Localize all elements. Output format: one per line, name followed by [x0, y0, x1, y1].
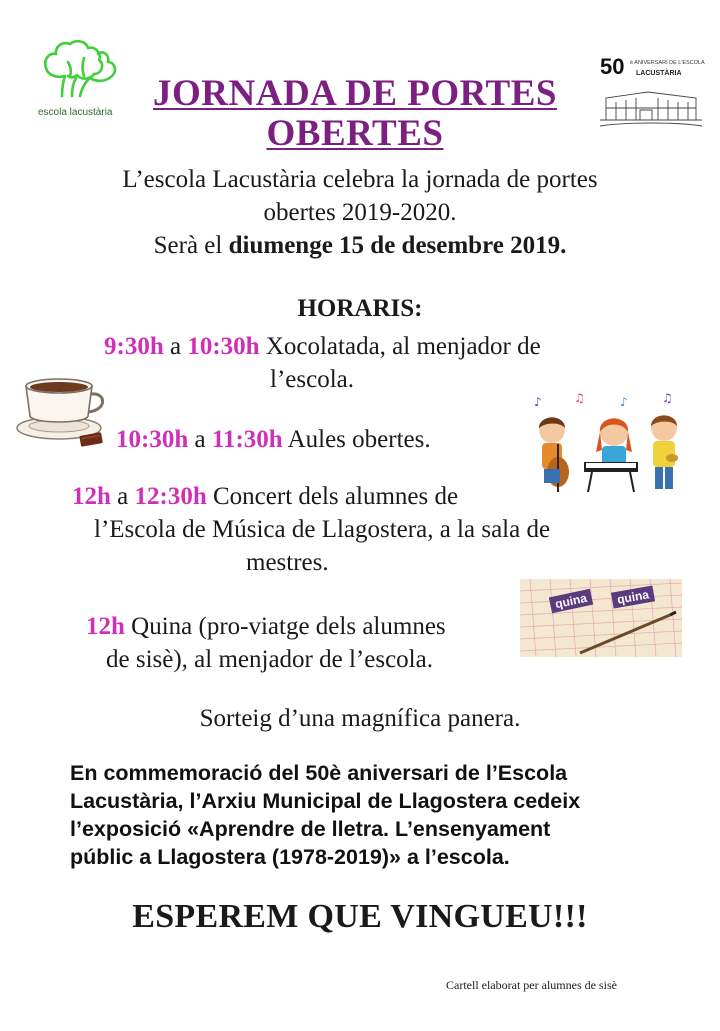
- coffee-cup-icon: [14, 372, 114, 452]
- intro-date-bold: diumenge 15 de desembre 2019.: [228, 232, 567, 259]
- anniversary-line2: LACUSTÀRIA: [636, 70, 682, 77]
- credit-text: Cartell elaborat per alumnes de sisè: [446, 978, 617, 992]
- intro-date-prefix: Serà el: [153, 232, 229, 259]
- title-line-1: [130, 74, 580, 114]
- school-logo: [32, 38, 124, 120]
- closing-text: ESPEREM QUE VINGUEU!!!: [132, 898, 588, 935]
- item3-desc2: l’Escola de Música de Llagostera, a la sala de: [94, 516, 551, 543]
- title-word-de: DE: [345, 73, 398, 114]
- item3-end: 12:30h: [134, 483, 207, 510]
- item1-desc2: l’escola.: [270, 366, 354, 393]
- title-word-obertes: OBERTES: [266, 113, 444, 154]
- schedule-item-3: [72, 480, 652, 579]
- school-logo-label: escola lacustària: [38, 107, 113, 118]
- raffle-text: Sorteig d’una magnífica panera.: [199, 705, 521, 732]
- title-word-jornada: JORNADA: [153, 73, 336, 114]
- item4-desc2: de sisè), al menjador de l’escola.: [106, 646, 433, 673]
- title-line-2: [130, 114, 580, 154]
- item3-desc: Concert dels alumnes de: [206, 483, 459, 510]
- announcement-line-4: públic a Llagostera (1978-2019)» a l’escola.: [70, 845, 510, 869]
- item2-desc: Aules obertes.: [282, 426, 431, 453]
- anniversary-line1: è ANIVERSARI DE L'ESCOLA: [630, 60, 705, 66]
- item3-start: 12h: [72, 483, 111, 510]
- intro-date: [40, 229, 680, 262]
- schedule-item-4: [86, 610, 526, 676]
- item2-start: 10:30h: [116, 426, 189, 453]
- intro-line-2: obertes 2019-2020.: [263, 199, 457, 226]
- school-building-icon: [596, 80, 706, 132]
- item1-desc: Xocolatada, al menjador de: [259, 333, 541, 360]
- intro-line-1: L’escola Lacustària celebra la jornada de portes: [122, 166, 598, 193]
- svg-text:♪: ♪: [534, 395, 542, 409]
- item4-desc: Quina (pro-viatge dels alumnes: [124, 613, 446, 640]
- item2-connector: a: [188, 426, 212, 453]
- page-title: [130, 74, 580, 154]
- svg-text:♫: ♫: [574, 392, 585, 405]
- anniversary-number: 50: [600, 54, 625, 79]
- quina-label-2: quina: [611, 585, 655, 608]
- item1-connector: a: [163, 333, 188, 360]
- svg-text:♪: ♪: [620, 395, 628, 409]
- item1-end: 10:30h: [187, 333, 260, 360]
- anniversary-logo: [596, 52, 706, 132]
- schedule-heading: HORARIS:: [297, 295, 423, 322]
- schedule-item-1: [104, 330, 644, 396]
- announcement-line-1: En commemoració del 50è aniversari de l’Escola: [70, 761, 568, 785]
- announcement-line-2: Lacustària, l’Arxiu Municipal de Llagostera cedeix: [70, 789, 581, 813]
- bingo-grid-icon: [520, 579, 682, 657]
- item2-end: 11:30h: [211, 426, 283, 453]
- item4-start: 12h: [86, 613, 125, 640]
- title-word-portes: PORTES: [407, 73, 557, 114]
- item3-desc3: mestres.: [246, 549, 329, 576]
- quina-card-image: [520, 579, 682, 657]
- quina-label-1: quina: [549, 589, 593, 613]
- item3-connector: a: [110, 483, 135, 510]
- svg-text:♫: ♫: [662, 392, 673, 405]
- schedule-item-2: [116, 423, 536, 456]
- announcement-line-3: l’exposició «Aprendre de lletra. L’ensenyament: [70, 817, 551, 841]
- intro: [40, 163, 680, 262]
- tree-logo-icon: [32, 38, 124, 100]
- announcement: [70, 759, 652, 871]
- item1-start: 9:30h: [104, 333, 164, 360]
